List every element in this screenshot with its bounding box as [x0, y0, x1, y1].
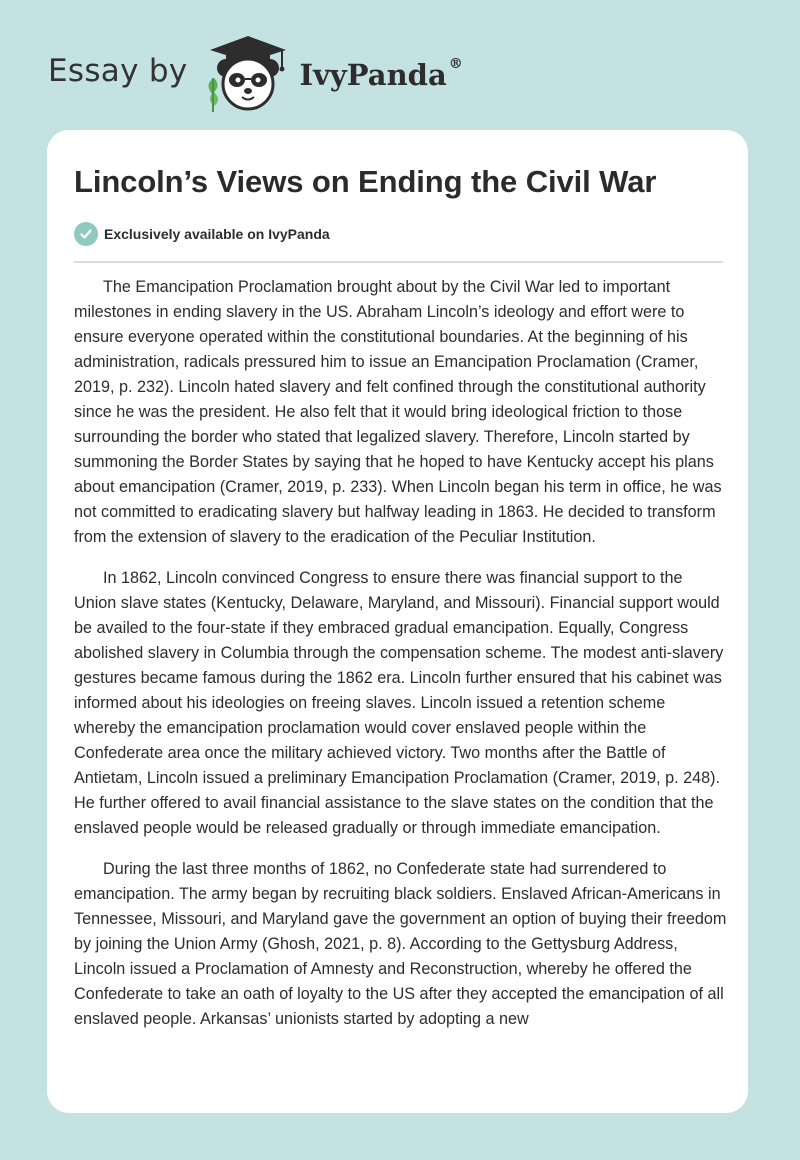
paragraph: During the last three months of 1862, no Confederate state had surrendered to emancipation. The army began by recruiting black soldiers. Enslaved African-Americans in Tennessee, Missouri, and Maryland gave the government an option of buying their freedom by joining the Union Army (Ghosh, 2021, p. 8). According to the Gettysburg Address, Lincoln issued a Proclamation of Amnesty and Reconstruction, whereby he offered the Confederate to take an oath of loyalty to the US after they accepted the emancipation of all enslaved people. Arkansas’ unionists started by adopting a new [74, 860, 727, 1028]
check-circle-icon [74, 222, 98, 246]
essay-body [74, 275, 728, 1048]
checkmark-icon [79, 227, 93, 241]
brand-name [300, 58, 463, 92]
brand-name-text: IvyPanda [299, 58, 447, 92]
brand-prefix: Essay by [48, 53, 188, 89]
badge-text: Exclusively available on IvyPanda [104, 226, 330, 242]
registered-mark: ® [448, 56, 463, 72]
paragraph: In 1862, Lincoln convinced Congress to ensure there was financial support to the Union slave states (Kentucky, Delaware, Maryland, and Missouri). Financial support would be availed to the four-state if they embraced gradual emancipation. Equally, Congress abolished slavery in Columbia through the compensation scheme. The modest anti-slavery gestures became famous during the 1862 era. Lincoln further ensured that his cabinet was informed about his ideologies on freeing slaves. Lincoln issued a retention scheme whereby the emancipation proclamation would cover enslaved people within the Confederate area once the military achieved victory. Two months after the Battle of Antietam, Lincoln issued a preliminary Emancipation Proclamation (Cramer, 2019, p. 248). He further offered to avail financial assistance to the slave states on the condition that the enslaved people would be released gradually or through immediate emancipation. [74, 569, 724, 837]
brand-header [48, 34, 463, 114]
paragraph: The Emancipation Proclamation brought about by the Civil War led to important milestones in ending slavery in the US. Abraham Lincoln’s ideology and effort were to ensure everyone operated within the constitutional boundaries. At the beginning of his administration, radicals pressured him to issue an Emancipation Proclamation (Cramer, 2019, p. 232). Lincoln hated slavery and felt confined through the constitutional authority since he was the president. He also felt that it would bring ideological friction to those surrounding the border who stated that legalized slavery. Therefore, Lincoln started by summoning the Border States by saying that he hoped to have Kentucky accept his plans about emancipation (Cramer, 2019, p. 233). When Lincoln began his term in office, he was not committed to eradicating slavery but halfway leading in 1863. He decided to transform from the extension of slavery to the eradication of the Peculiar Institution. [74, 278, 722, 546]
graduation-panda-icon [202, 34, 294, 114]
essay-card [47, 130, 748, 1113]
exclusive-badge [74, 222, 330, 246]
page-title: Lincoln’s Views on Ending the Civil War [74, 164, 657, 199]
divider [74, 261, 723, 263]
